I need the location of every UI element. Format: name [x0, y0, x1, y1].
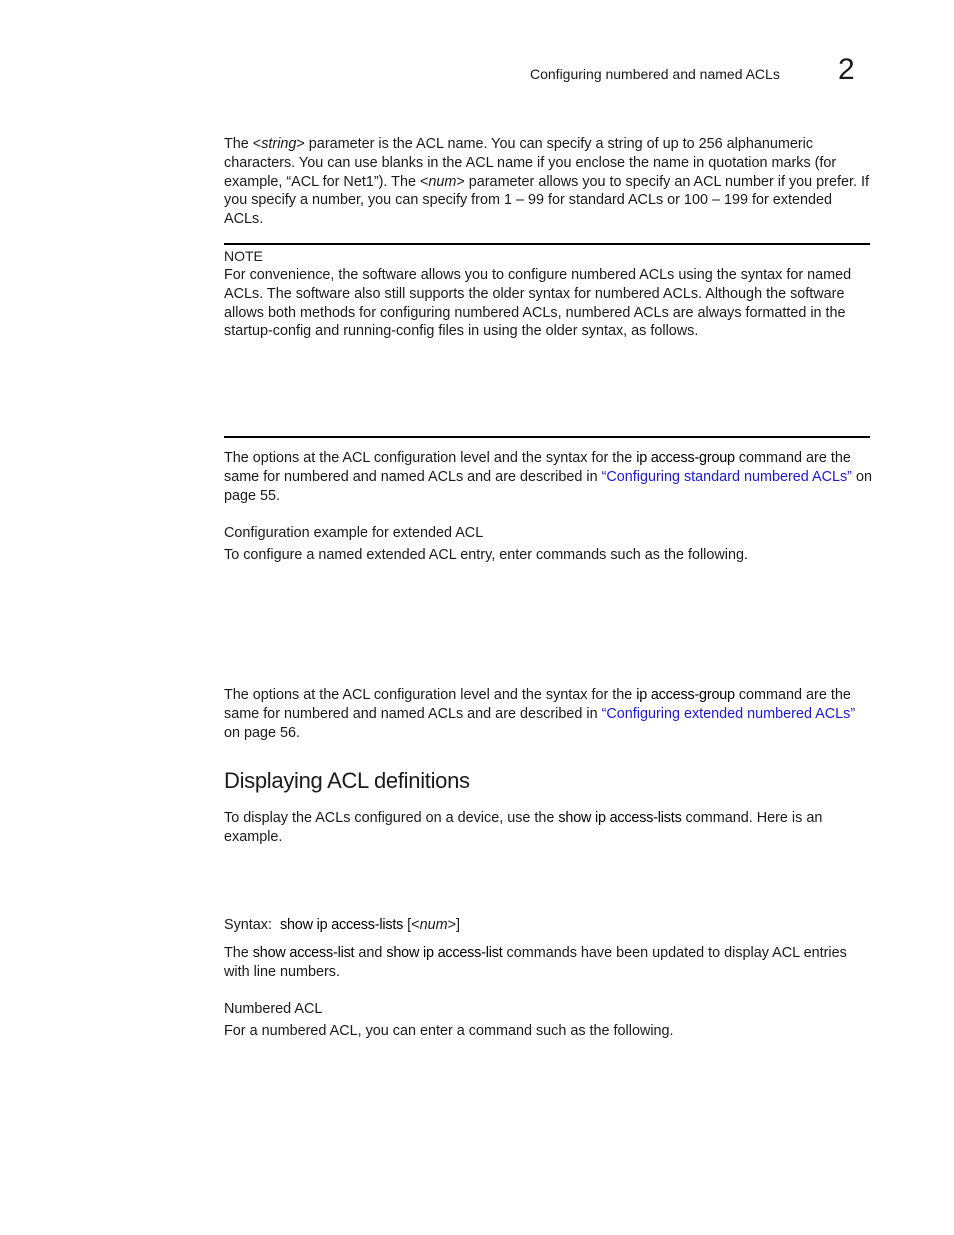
text-run: on page 55. [224, 468, 872, 504]
extended-acl-paragraph [224, 686, 874, 742]
text-run: To configure a named extended ACL entry, enter commands such as the following. [224, 547, 748, 563]
text-run: For a numbered ACL, you can enter a command such as the following. [224, 1023, 674, 1039]
acl-name-paragraph [224, 135, 874, 229]
link-configuring-standard-numbered-acls[interactable]: “Configuring standard numbered ACLs” [601, 468, 852, 485]
param-num: num [428, 173, 457, 190]
extended-acl-heading: Configuration example for extended ACL [224, 525, 484, 541]
text-run: The < [224, 136, 262, 152]
command-show-ip-access-list: show ip access-list [386, 945, 503, 961]
text-run: [< [403, 917, 420, 933]
text-run: >] [447, 917, 460, 933]
text-run: command are the same for numbered and named ACLs and are described in [224, 687, 851, 722]
text-run: > parameter is the ACL name. You can specify a string of up to 256 alphanumeric characters. You can use blanks in the ACL name if you enclose the name in quotation marks (for example, “ACL for Net1”). The < [224, 136, 837, 190]
text-run: and [354, 945, 387, 961]
command-show-ip-access-lists: show ip access-lists [558, 810, 682, 826]
numbered-acl-heading: Numbered ACL [224, 1001, 323, 1017]
note-text: For convenience, the software allows you to configure numbered ACLs using the syntax for named ACLs. The software also still supports the older syntax for numbered ACLs. Although the software allows both methods for configuring numbered ACLs, numbered ACLs are always formatted in the startup-config and running-config files in using the older syntax, as follows. [224, 267, 852, 340]
command-ip-access-group: ip access-group [636, 687, 735, 703]
chapter-number: 2 [838, 53, 855, 86]
note-box [224, 247, 874, 341]
syntax-label: Syntax: [224, 917, 272, 933]
text-run: The options at the ACL configuration level and the syntax for the [224, 687, 637, 703]
syntax-line [224, 916, 874, 935]
show-access-list-paragraph [224, 944, 874, 982]
section-heading: Displaying ACL definitions [224, 768, 470, 793]
link-configuring-extended-numbered-acls[interactable]: “Configuring extended numbered ACLs” [601, 705, 856, 722]
syntax-command: show ip access-lists [280, 917, 404, 933]
text-run: commands have been updated to display ACL entries with line numbers. [224, 945, 847, 980]
command-ip-access-group: ip access-group [636, 450, 735, 466]
standard-acl-paragraph [224, 449, 874, 505]
param-string: string [261, 136, 297, 152]
text-run: command are the same for numbered and named ACLs and are described in [224, 450, 851, 485]
text-run: command. Here is an example. [224, 810, 823, 845]
numbered-acl-intro [224, 1022, 874, 1041]
text-run: > parameter allows you to specify an ACL number if you prefer. If you specify a number, you can specify from 1 – 99 for standard ACLs or 100 – 199 for extended ACLs. [224, 173, 869, 228]
extended-acl-intro [224, 546, 874, 565]
note-label: NOTE [224, 248, 263, 264]
note-top-rule [224, 243, 870, 245]
text-run: on page 56. [224, 724, 301, 741]
command-show-access-list: show access-list [252, 945, 355, 961]
display-acl-paragraph [224, 809, 874, 847]
syntax-param-num: num [419, 917, 448, 933]
note-bottom-rule [224, 436, 870, 438]
text-run: The options at the ACL configuration level and the syntax for the [224, 450, 637, 466]
text-run: The [224, 945, 253, 961]
text-run: To display the ACLs configured on a device, use the [224, 810, 559, 826]
running-header-title: Configuring numbered and named ACLs [530, 66, 780, 82]
